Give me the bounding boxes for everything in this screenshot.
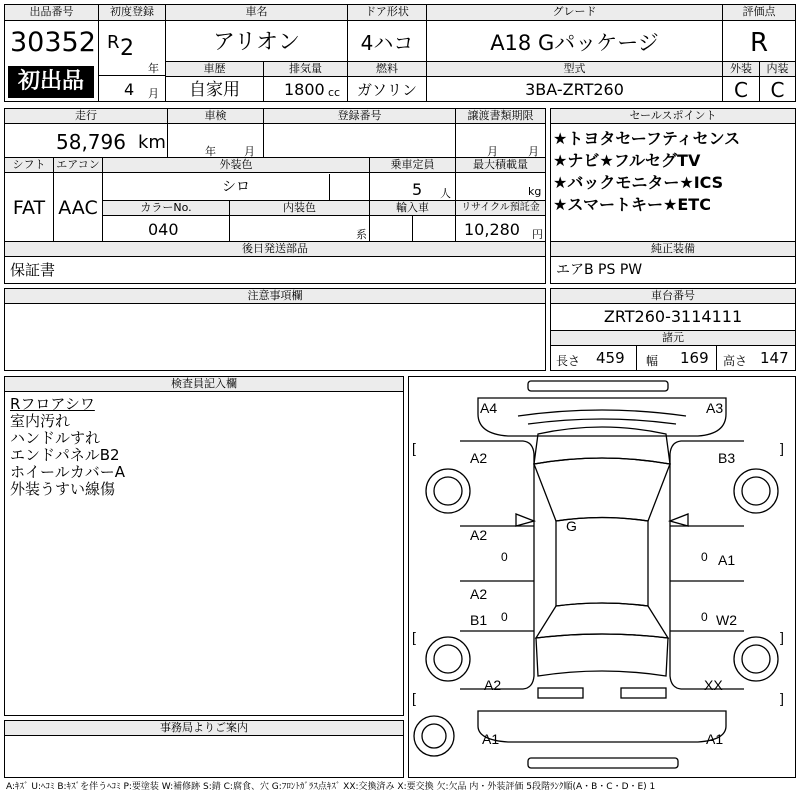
mark-a2-front-fender-left: A2 [470,450,488,466]
door-label: ドア形状 [348,5,426,21]
grade-label: グレード [427,5,722,21]
std-equip-value: エアB PS PW [556,262,643,278]
mark-a1-rear-right: A1 [706,731,724,747]
mark-a3-front-right: A3 [706,400,724,416]
note-2: 室内汚れ [10,412,71,430]
color-no-value: 040 [148,220,179,239]
sales-point-4: ★スマートキー★ETC [553,195,711,214]
bracket-l1: [ [412,440,416,456]
door-zero-4: 0 [701,610,708,624]
interior-label: 内装 [760,62,795,77]
caution-label: 注意事項欄 [5,289,545,304]
mileage-value: 58,796 [56,130,126,154]
post-parts-label: 後日発送部品 [5,242,545,257]
max-load-label: 最大積載量 [456,158,545,173]
score-value: R [749,28,769,58]
reg-no-label: 登録番号 [264,109,455,124]
sales-point-3: ★バックモニター★ICS [553,173,724,192]
mark-a4-front-left: A4 [480,400,498,416]
reg-year: 2 [120,36,134,61]
aircon-value: AAC [58,197,98,219]
bracket-r3: ] [780,690,784,706]
door-value: 4ハコ [360,31,414,55]
int-color-label: 内装色 [230,201,369,216]
kei-unit: 系 [356,228,367,241]
recycle-label: リサイクル預託金 [456,201,545,216]
capacity-label: 乗車定員 [370,158,455,173]
transfer-month-unit: 月 [487,145,498,158]
fuel-value: ガソリン [356,81,417,99]
std-equip-label: 純正装備 [551,242,795,257]
ext-color-value: シロ [222,179,250,195]
score-label: 評価点 [723,5,795,21]
width-value: 169 [680,349,709,367]
note-1: Rフロアシワ [10,395,95,413]
mark-w2-rear-door-right: W2 [716,612,737,628]
mark-a2-front-door-left: A2 [470,527,488,543]
cc-unit: cc [328,86,341,99]
office-label: 事務局よりご案内 [5,721,403,736]
length-unit: 長さ [556,354,581,368]
mark-a2-rear-door-left: A2 [470,586,488,602]
note-5: ホイールカバーA [10,463,125,481]
bracket-l3: [ [412,690,416,706]
car-name-value: アリオン [213,30,300,55]
model-code-label: 型式 [427,62,722,77]
door-zero-3: 0 [501,610,508,624]
chassis-value: ZRT260-3114111 [603,307,743,326]
specs-label: 諸元 [551,331,795,346]
sales-point-2: ★ナビ★フルセグTV [553,151,701,170]
reg-month: 4 [124,80,135,99]
grade-value: A18 Gパッケージ [490,31,659,55]
displacement-label: 排気量 [264,62,347,77]
exterior-label: 外装 [723,62,759,77]
height-value: 147 [760,349,789,367]
legend: A:ｷｽﾞ U:ﾍｺﾐ B:ｷｽﾞを伴うﾍｺﾐ P:要塗装 W:補修跡 S:錆 C:腐食、穴 G:ﾌﾛﾝﾄｶﾞﾗｽ点ｷｽﾞ XX:交換済み X:要交換 欠:欠品 内・外装評価 5段階ﾗﾝｸ順(A・B・C・D・E) 1 [6,782,656,792]
fuel-label: 燃料 [348,62,426,77]
insp-year-unit: 年 [205,145,216,158]
post-parts-value: 保証書 [10,261,56,279]
note-4: エンドパネルB2 [10,446,120,464]
height-unit: 高さ [723,354,748,368]
transfer-label: 譲渡書類期限 [456,109,545,124]
shift-label: シフト [5,158,53,173]
mark-a2-rear-fender-left: A2 [484,677,502,693]
shift-value: FAT [12,197,46,219]
bracket-r1: ] [780,440,784,456]
history-label: 車歴 [166,62,263,77]
inspector-label: 検査員記入欄 [5,377,403,392]
era: R [107,32,120,53]
km-unit: km [138,132,166,153]
mileage-label: 走行 [5,109,167,124]
car-outline [408,376,796,778]
first-sale-badge: 初出品 [8,66,94,98]
mark-b1-rear-door-left: B1 [470,612,488,628]
kg-unit: kg [528,185,542,198]
inspector-notes [10,396,125,498]
transfer-day-unit: 月 [528,145,539,158]
exterior-grade: C [734,78,748,102]
door-zero-2: 0 [701,550,708,564]
month-unit: 月 [148,87,159,100]
capacity-value: 5 [412,180,423,199]
mark-a1-rear-left: A1 [482,731,500,747]
displacement-value: 1800 [284,80,325,99]
ext-color-label: 外装色 [103,158,369,173]
lot-no-value: 30352 [10,27,96,58]
sales-points-label: セールスポイント [551,109,795,124]
bracket-l2: [ [412,629,416,645]
chassis-label: 車台番号 [551,289,795,304]
interior-grade: C [770,78,785,102]
length-value: 459 [596,349,625,367]
persons-unit: 人 [440,187,451,200]
insp-month-unit: 月 [244,145,255,158]
inspection-label: 車検 [168,109,263,124]
import-label: 輸入車 [370,201,455,216]
note-6: 外装うすい線傷 [10,480,116,498]
bracket-r2: ] [780,629,784,645]
door-zero-1: 0 [501,550,508,564]
color-no-label: カラーNo. [103,201,229,216]
history-value: 自家用 [189,80,240,100]
note-3: ハンドルすれ [10,429,101,447]
sales-point-1: ★トヨタセーフティセンス [553,129,741,148]
aircon-label: エアコン [54,158,102,173]
width-unit: 幅 [646,354,659,368]
year-unit: 年 [148,62,159,75]
mark-b3-front-fender-right: B3 [718,450,736,466]
car-name-label: 車名 [166,5,347,21]
mark-g-windshield: G [566,518,577,534]
first-reg-label: 初度登録 [99,5,165,21]
mark-xx-rear-fender-right: XX [704,677,723,693]
model-code-value: 3BA-ZRT260 [525,80,624,99]
lot-no-label: 出品番号 [5,5,98,21]
yen-unit: 円 [532,228,543,241]
mark-a1-front-door-right: A1 [718,552,736,568]
recycle-value: 10,280 [464,220,520,239]
